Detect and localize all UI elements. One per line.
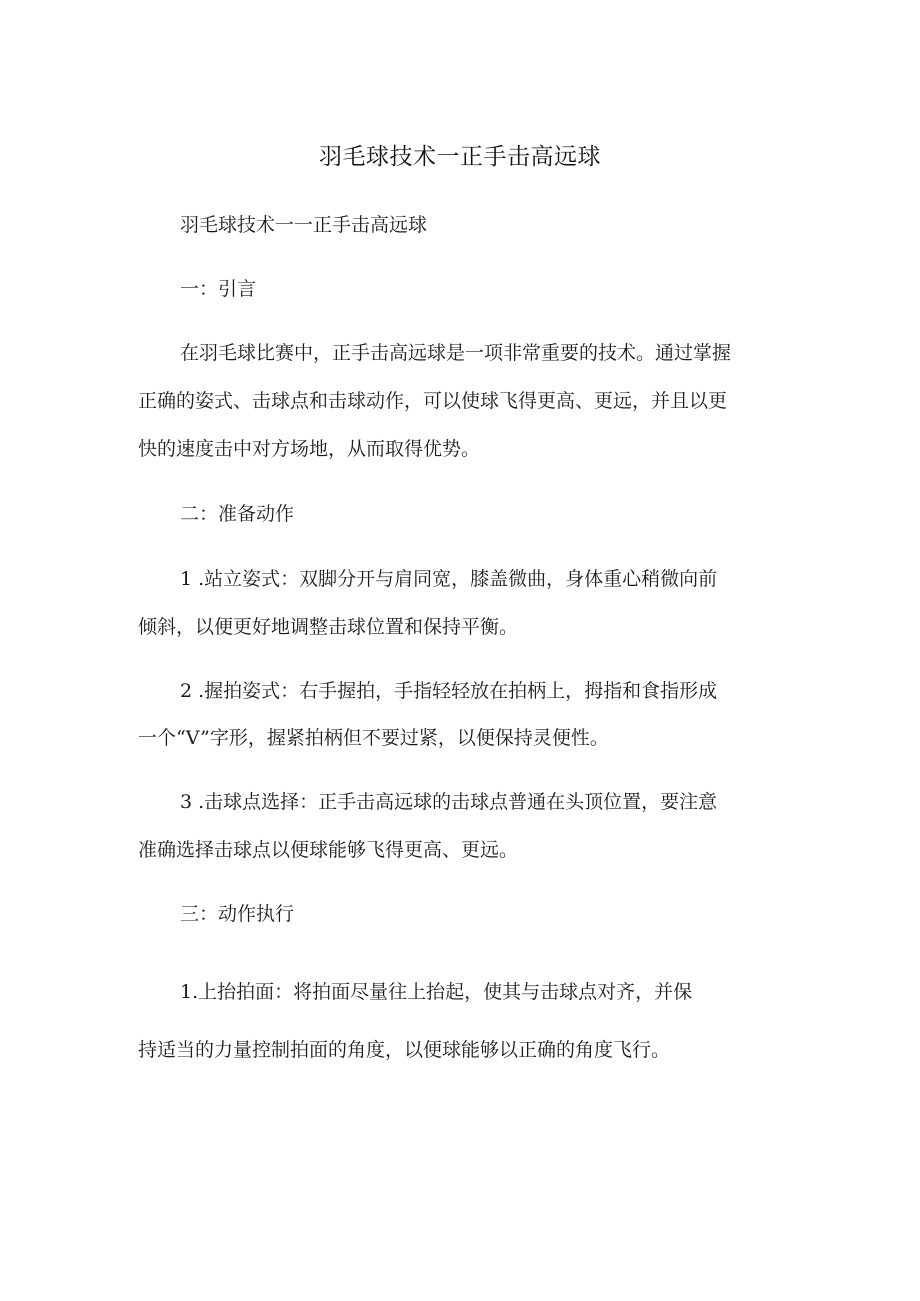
subtitle-line: 羽毛球技术一一正手击高远球 (180, 214, 428, 236)
paragraph-intro-line-1: 在羽毛球比赛中，正手击高远球是一项非常重要的技术。通过掌握 (180, 342, 732, 364)
section-heading-preparation: 二：准备动作 (180, 503, 295, 525)
paragraph-intro-line-3: 快的速度击中对方场地，从而取得优势。 (138, 438, 481, 460)
item-contact-point-line-1: 3 .击球点选择：正手击高远球的击球点普通在头顶位置，要注意 (180, 791, 718, 813)
item-stance-line-2: 倾斜，以便更好地调整击球位置和保持平衡。 (138, 616, 519, 638)
item-stance-line-1: 1 .站立姿式：双脚分开与肩同宽，膝盖微曲，身体重心稍微向前 (180, 568, 718, 590)
item-grip-line-1: 2 .握拍姿式：右手握拍，手指轻轻放在拍柄上，拇指和食指形成 (180, 680, 718, 702)
item-raise-racket-line-2: 持适当的力量控制拍面的角度，以便球能够以正确的角度飞行。 (138, 1039, 671, 1061)
item-grip-line-2: 一个“V”字形，握紧拍柄但不要过紧，以便保持灵便性。 (138, 727, 609, 749)
section-heading-execution: 三：动作执行 (180, 903, 295, 925)
document-title: 羽毛球技术一正手击高远球 (319, 144, 601, 170)
paragraph-intro-line-2: 正确的姿式、击球点和击球动作，可以使球飞得更高、更远，并且以更 (138, 390, 728, 412)
item-raise-racket-line-1: 1.上抬拍面：将拍面尽量往上抬起，使其与击球点对齐，并保 (180, 981, 693, 1003)
item-contact-point-line-2: 准确选择击球点以便球能够飞得更高、更远。 (138, 839, 519, 861)
section-heading-intro: 一：引言 (180, 278, 257, 300)
